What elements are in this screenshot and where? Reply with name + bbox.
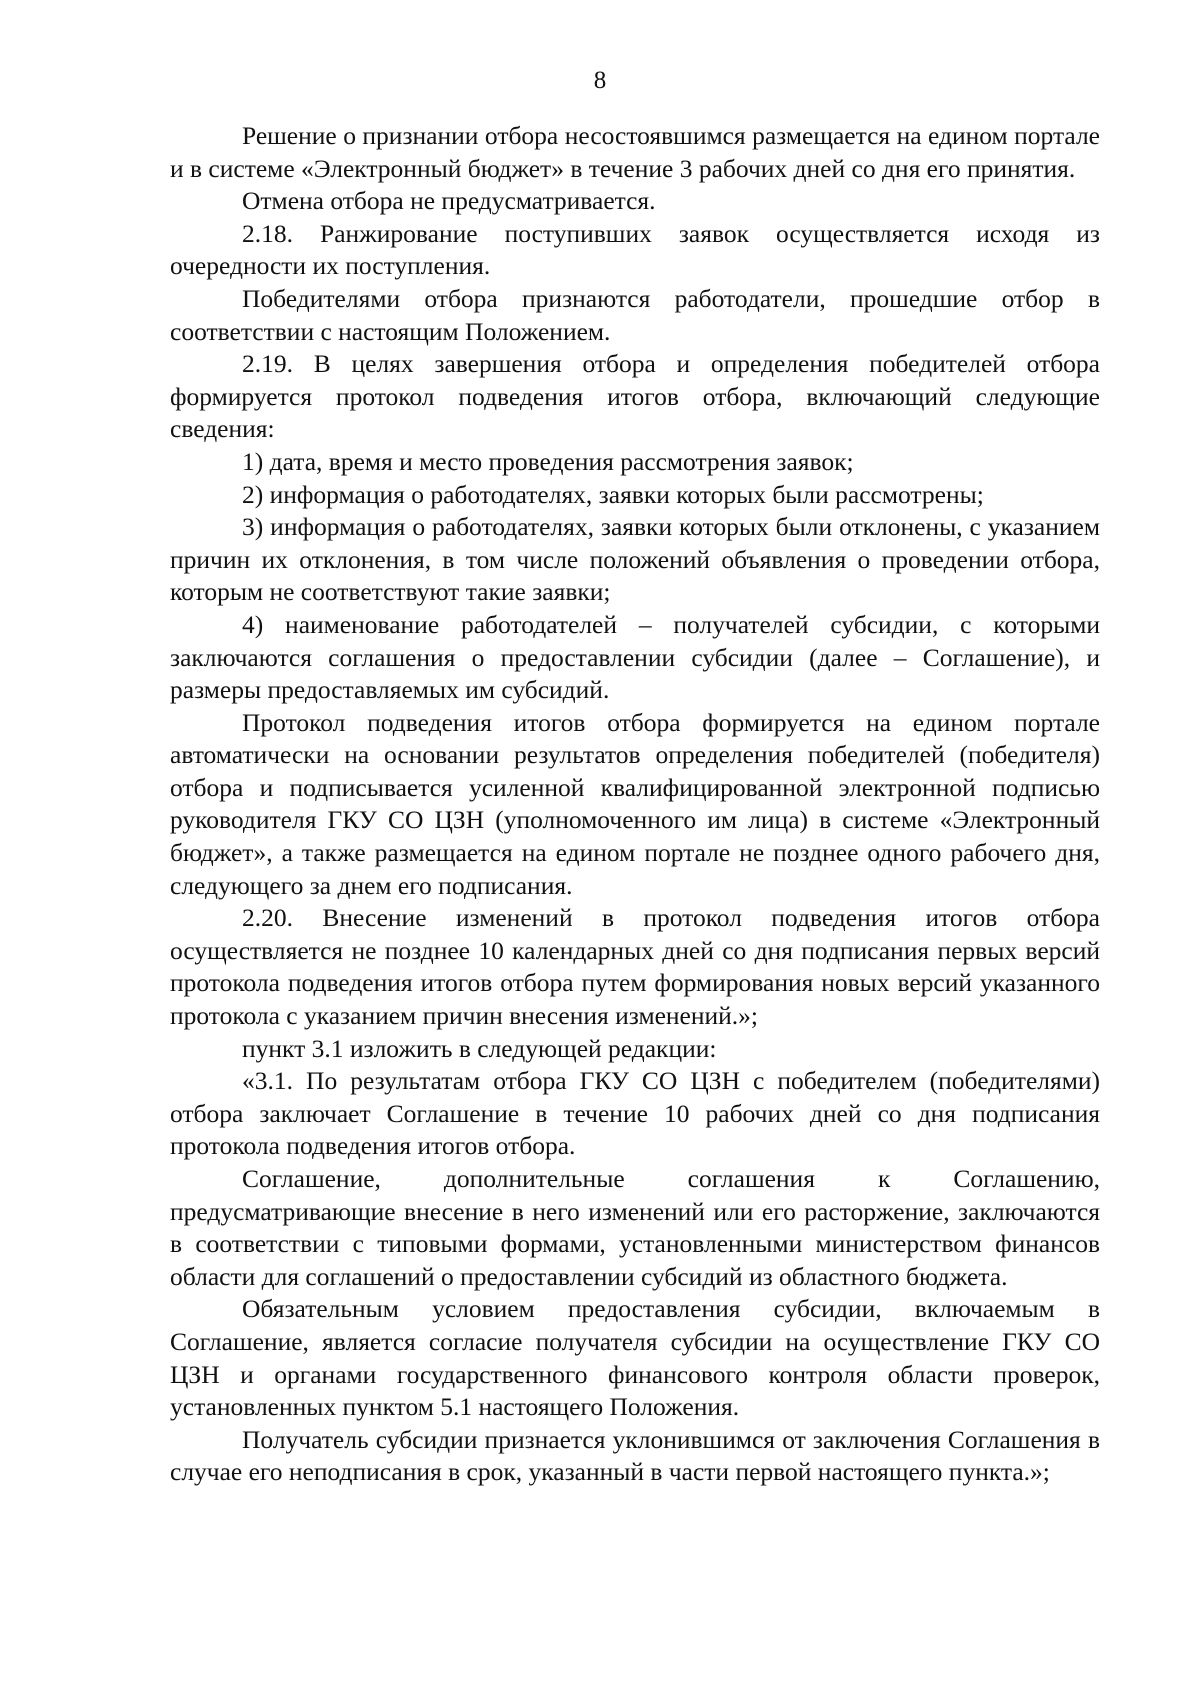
- paragraph: Победителями отбора признаются работодатели, прошедшие отбор в соответствии с настоящим Положением.: [170, 283, 1100, 346]
- paragraph: «3.1. По результатам отбора ГКУ СО ЦЗН с победителем (победителями) отбора заключает Соглашение в течение 10 рабочих дней со дня подписания протокола подведения итогов отбора.: [170, 1066, 1100, 1161]
- paragraph: 2.19. В целях завершения отбора и определения победителей отбора формируется протокол подведения итогов отбора, включающий следующие сведения:: [170, 349, 1100, 444]
- paragraph: Отмена отбора не предусматривается.: [242, 186, 656, 216]
- paragraph: Решение о признании отбора несостоявшимся размещается на едином портале и в системе «Электронный бюджет» в течение 3 рабочих дней со дня его принятия.: [170, 121, 1100, 183]
- paragraph: Соглашение, дополнительные соглашения к Соглашению, предусматривающие внесение в него изменений или его расторжение, заключаются в соответствии с типовыми формами, установленными министерством финансов области для соглашений о предоставлении субсидий из областного бюджета.: [170, 1164, 1100, 1291]
- page-number: 8: [593, 67, 607, 94]
- document-body: [170, 120, 1100, 1489]
- paragraph: Получатель субсидии признается уклонившимся от заключения Соглашения в случае его неподписания в срок, указанный в части первой настоящего пункта.»;: [170, 1424, 1100, 1487]
- paragraph: 2) информация о работодателях, заявки которых были рассмотрены;: [242, 479, 984, 509]
- paragraph: пункт 3.1 изложить в следующей редакции:: [242, 1033, 717, 1063]
- paragraph: Обязательным условием предоставления субсидии, включаемым в Соглашение, является согласие получателя субсидии на осуществление ГКУ СО ЦЗН и органами государственного финансового контроля области проверок, установленных пунктом 5.1 настоящего Положения.: [170, 1294, 1100, 1422]
- paragraph: 2.20. Внесение изменений в протокол подведения итогов отбора осуществляется не позднее 10 календарных дней со дня подписания первых версий протокола подведения итогов отбора путем формирования новых версий указанного протокола с указанием причин внесения изменений.»;: [170, 903, 1100, 1031]
- paragraph: 3) информация о работодателях, заявки которых были отклонены, с указанием причин их отклонения, в том числе положений объявления о проведении отбора, которым не соответствуют такие заявки;: [170, 512, 1100, 607]
- paragraph: 1) дата, время и место проведения рассмотрения заявок;: [242, 446, 854, 476]
- paragraph: 2.18. Ранжирование поступивших заявок осуществляется исходя из очередности их поступления.: [170, 218, 1100, 281]
- paragraph: Протокол подведения итогов отбора формируется на едином портале автоматически на основании результатов определения победителей (победителя) отбора и подписывается усиленной квалифицированной электронной подписью руководителя ГКУ СО ЦЗН (уполномоченного им лица) в системе «Электронный бюджет», а также размещается на едином портале не позднее одного рабочего дня, следующего за днем его подписания.: [170, 707, 1100, 900]
- paragraph: 4) наименование работодателей – получателей субсидии, с которыми заключаются соглашения о предоставлении субсидии (далее – Соглашение), и размеры предоставляемых им субсидий.: [170, 609, 1100, 705]
